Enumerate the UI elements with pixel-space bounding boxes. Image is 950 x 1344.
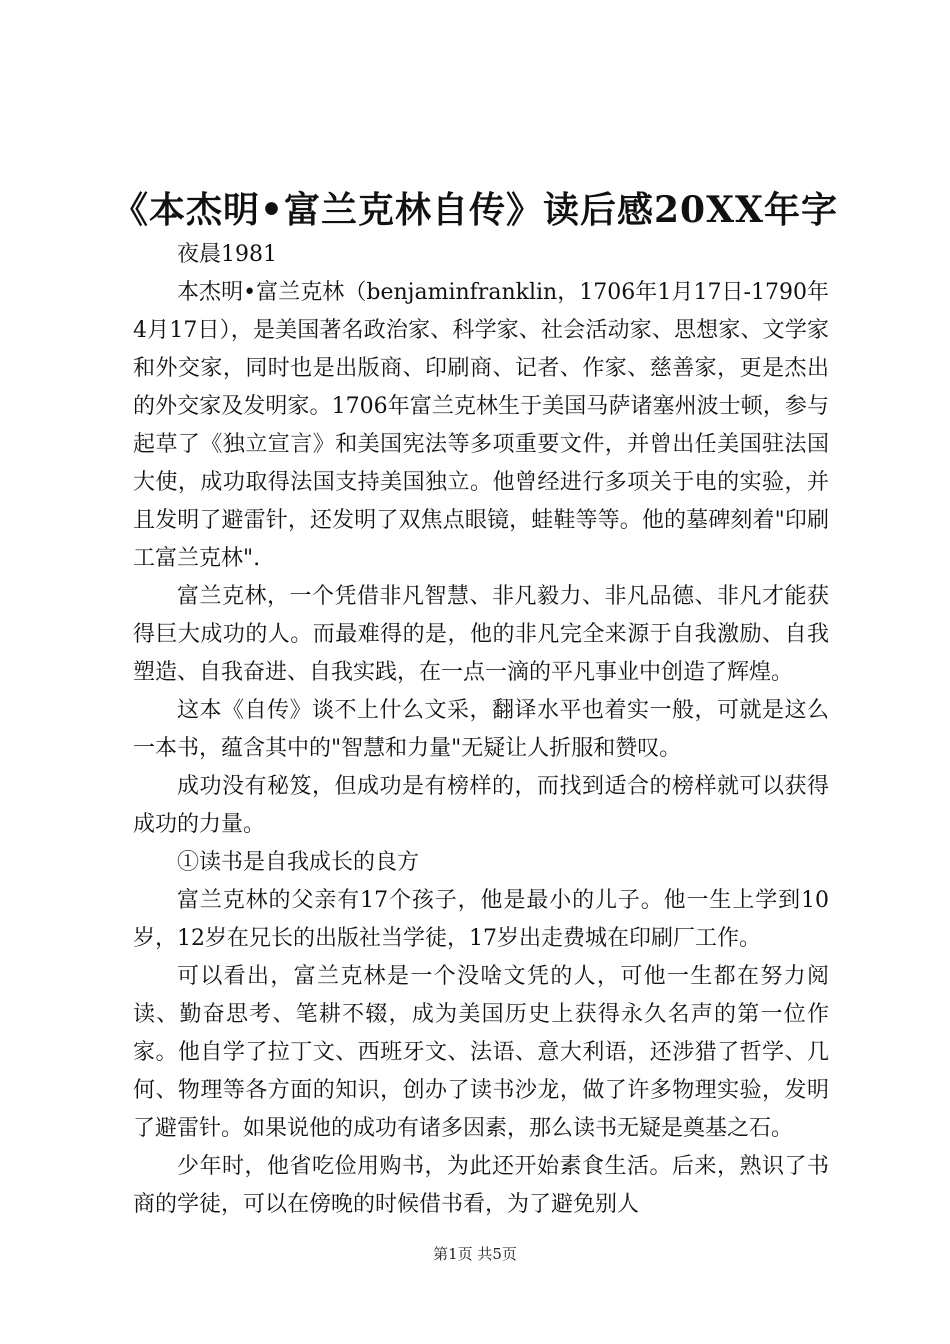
paragraph: 这本《自传》谈不上什么文采，翻译水平也着实一般，可就是这么一本书，蕴含其中的"智慧和力量"无疑让人折服和赞叹。	[133, 698, 829, 761]
paragraph: 本杰明•富兰克林（benjaminfranklin，1706年1月17日-1790年4月17日），是美国著名政治家、科学家、社会活动家、思想家、文学家和外交家，同时也是出版商、印刷商、记者、作家、慈善家，更是杰出的外交家及发明家。1706年富兰克林生于美国马萨诸塞州波士顿，参与起草了《独立宣言》和美国宪法等多项重要文件，并曾出任美国驻法国大使，成功取得法国支持美国独立。他曾经进行多项关于电的实验，并且发明了避雷针，还发明了双焦点眼镜，蛙鞋等等。他的墓碑刻着"印刷工富兰克林".	[133, 280, 829, 571]
document-title: 《本杰明•富兰克林自传》读后感20XX年字	[112, 189, 838, 231]
paragraph: 可以看出，富兰克林是一个没啥文凭的人，可他一生都在努力阅读、勤奋思考、笔耕不辍，成为美国历史上获得永久名声的第一位作家。他自学了拉丁文、西班牙文、法语、意大利语，还涉猎了哲学、几何、物理等各方面的知识，创办了读书沙龙，做了许多物理实验，发明了避雷针。如果说他的成功有诸多因素，那么读书无疑是奠基之石。	[133, 964, 829, 1141]
paragraph: 富兰克林，一个凭借非凡智慧、非凡毅力、非凡品德、非凡才能获得巨大成功的人。而最难得的是，他的非凡完全来源于自我激励、自我塑造、自我奋进、自我实践，在一点一滴的平凡事业中创造了辉煌。	[133, 584, 829, 685]
author-line: 夜晨1981	[177, 242, 277, 267]
paragraph: 成功没有秘笈，但成功是有榜样的，而找到适合的榜样就可以获得成功的力量。	[133, 774, 829, 837]
paragraph: 少年时，他省吃俭用购书，为此还开始素食生活。后来，熟识了书商的学徒，可以在傍晚的时候借书看，为了避免别人	[133, 1154, 829, 1217]
page-footer: 第1页 共5页	[433, 1245, 517, 1263]
paragraph: 富兰克林的父亲有17个孩子，他是最小的儿子。他一生上学到10岁，12岁在兄长的出版社当学徒，17岁出走费城在印刷厂工作。	[133, 888, 829, 951]
document-body	[133, 236, 829, 1224]
section-heading: ①读书是自我成长的良方	[177, 850, 420, 875]
